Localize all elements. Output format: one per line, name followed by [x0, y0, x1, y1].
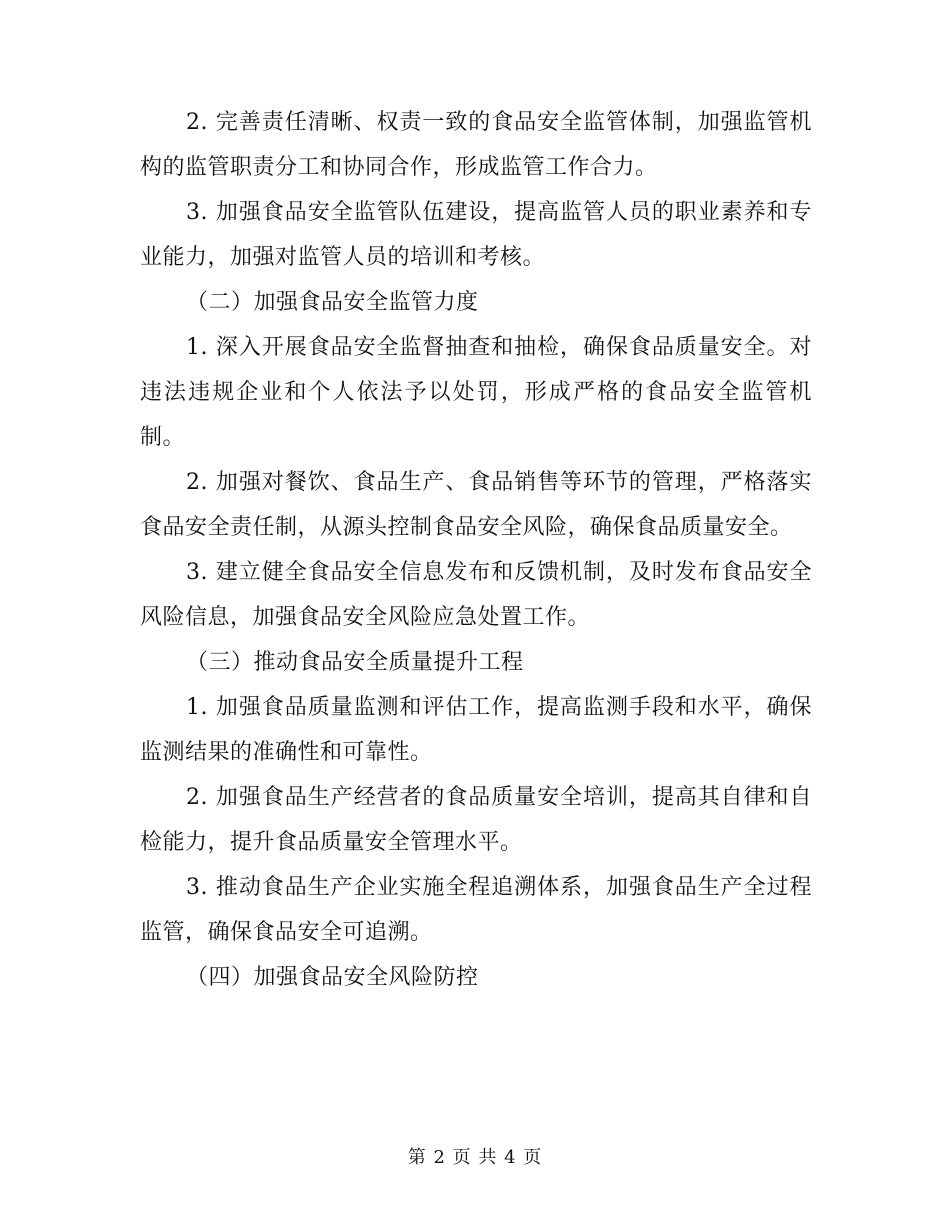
section-heading-3: （三）推动食品安全质量提升工程: [186, 650, 524, 675]
paragraph-3-3: 3. 推动食品生产企业实施全程追溯体系，加强食品生产全过程监管，确保食品安全可追溯。: [140, 875, 812, 945]
page-footer: 第 2 页 共 4 页: [407, 1147, 543, 1168]
paragraph-3-2: 2. 加强食品生产经营者的食品质量安全培训，提高其自律和自检能力，提升食品质量安全管理水平。: [140, 785, 812, 855]
paragraph-2: 2. 完善责任清晰、权责一致的食品安全监管体制，加强监管机构的监管职责分工和协同合作，形成监管工作合力。: [140, 110, 812, 180]
paragraph-3-1: 1. 加强食品质量监测和评估工作，提高监测手段和水平，确保监测结果的准确性和可靠性。: [140, 695, 812, 765]
paragraph-2-3: 3. 建立健全食品安全信息发布和反馈机制，及时发布食品安全风险信息，加强食品安全风险应急处置工作。: [140, 560, 812, 630]
section-heading-4: （四）加强食品安全风险防控: [186, 965, 479, 990]
paragraph-3: 3. 加强食品安全监管队伍建设，提高监管人员的职业素养和专业能力，加强对监管人员的培训和考核。: [140, 200, 812, 270]
document-body: [140, 100, 812, 1000]
section-heading-2: （二）加强食品安全监管力度: [186, 290, 479, 315]
paragraph-2-1: 1. 深入开展食品安全监督抽查和抽检，确保食品质量安全。对违法违规企业和个人依法予以处罚，形成严格的食品安全监管机制。: [140, 335, 812, 450]
paragraph-2-2: 2. 加强对餐饮、食品生产、食品销售等环节的管理，严格落实食品安全责任制，从源头控制食品安全风险，确保食品质量安全。: [140, 470, 812, 540]
